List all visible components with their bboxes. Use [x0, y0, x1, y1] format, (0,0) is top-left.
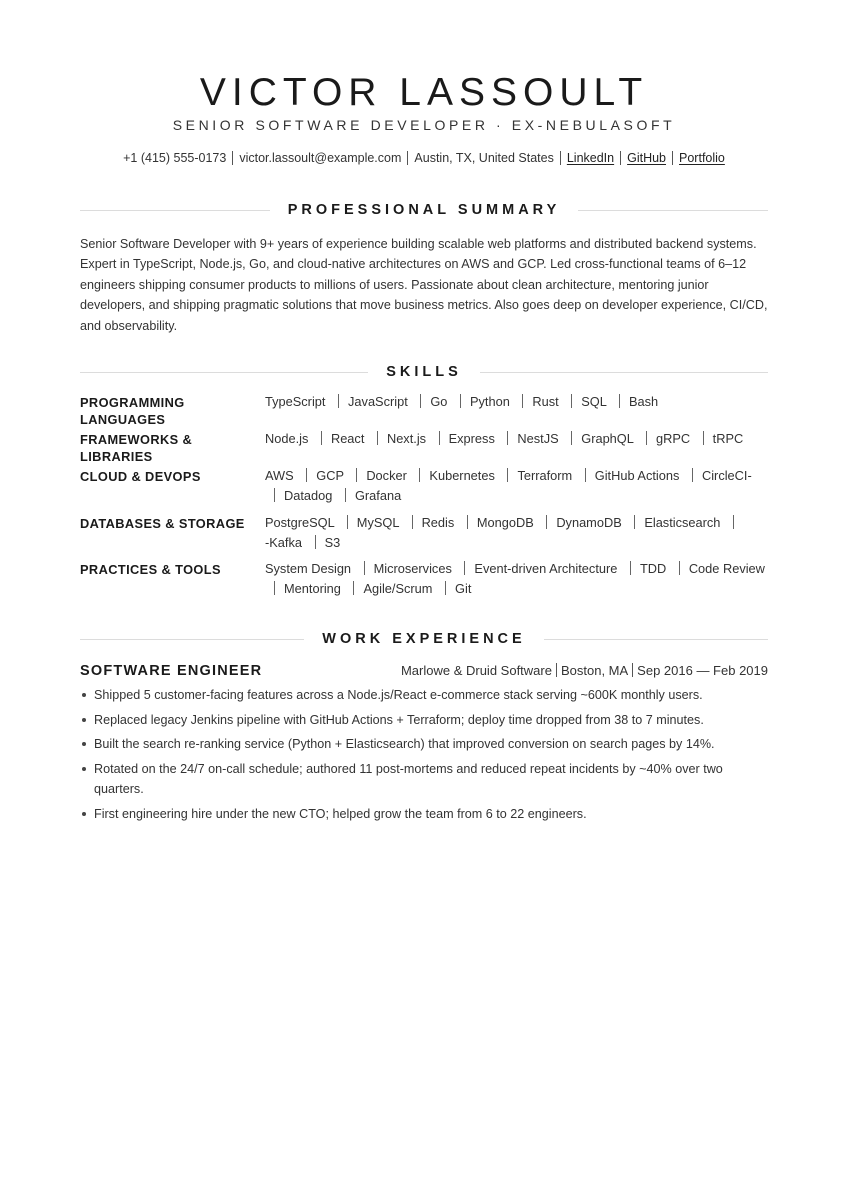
skill-item: Kubernetes [429, 468, 495, 484]
skill-item: MongoDB [476, 515, 534, 531]
skill-items [265, 466, 768, 506]
resume-page [80, 0, 768, 828]
job-bullet: Shipped 5 customer-facing features across a Node.js/React e-commerce stack serving ~600K monthly users. [80, 685, 768, 706]
contact-separator [560, 151, 561, 165]
skill-items [265, 392, 768, 412]
skill-category: PROGRAMMING LANGUAGES [80, 395, 185, 428]
job-bullet: Rotated on the 24/7 on-call schedule; authored 11 post-mortems and reduced repeat incidents by ~40% over two quarters. [80, 759, 768, 800]
skill-separator [507, 468, 508, 482]
skill-row [80, 468, 768, 506]
skill-items [265, 513, 768, 553]
skill-separator [464, 561, 465, 575]
job-title: SOFTWARE ENGINEER [80, 663, 263, 680]
skill-item: Next.js [386, 431, 427, 447]
skill-separator [630, 561, 631, 575]
skill-item: Go [430, 394, 448, 410]
contact-separator [672, 151, 673, 165]
skill-row [80, 515, 768, 553]
skill-item: Rust [532, 394, 559, 410]
skill-separator [634, 515, 635, 529]
skill-item: Node.js [265, 431, 309, 447]
job-meta [401, 663, 768, 678]
skill-separator [522, 394, 523, 408]
skill-item: Terraform [517, 468, 573, 484]
skill-item: Git [455, 581, 472, 597]
skill-item: JavaScript [348, 394, 408, 410]
skill-items [265, 429, 768, 449]
skill-item: AWS [265, 468, 294, 484]
contact-bar [80, 150, 768, 166]
skill-separator [274, 581, 275, 595]
candidate-name: VICTOR LASSOULT [199, 71, 649, 114]
skill-item: React [330, 431, 365, 447]
skill-item: DynamoDB [556, 515, 622, 531]
skill-separator [347, 515, 348, 529]
skill-separator [571, 431, 572, 445]
divider-line [578, 210, 768, 211]
skill-item: TypeScript [265, 394, 326, 410]
contact-email: victor.lassoult@example.com [239, 151, 402, 165]
experience-section-header [80, 629, 768, 649]
divider-line [80, 210, 270, 211]
divider-line [80, 639, 304, 640]
skill-separator [733, 515, 734, 529]
meta-separator [632, 663, 633, 677]
divider-line [80, 372, 368, 373]
skill-item: Datadog [284, 488, 333, 504]
skill-item: PostgreSQL [265, 515, 335, 531]
skill-separator [364, 561, 365, 575]
skills-section-header [80, 362, 768, 382]
skill-item: NestJS [517, 431, 559, 447]
job-bullet: Built the search re-ranking service (Python + Elasticsearch) that improved conversion on search pages by 14%. [80, 734, 768, 755]
contact-separator [407, 151, 408, 165]
skill-separator [692, 468, 693, 482]
skill-separator [315, 535, 316, 549]
skill-separator [646, 431, 647, 445]
skill-separator [420, 394, 421, 408]
divider-line [544, 639, 768, 640]
skill-separator [345, 488, 346, 502]
skill-category: CLOUD & DEVOPS [80, 469, 201, 485]
skill-separator [412, 515, 413, 529]
skill-separator [353, 581, 354, 595]
skill-item: GCP [316, 468, 344, 484]
job-dates: Sep 2016 — Feb 2019 [637, 663, 768, 679]
skill-separator [679, 561, 680, 575]
skill-separator [571, 394, 572, 408]
job-entry [80, 663, 768, 824]
skill-item: MySQL [356, 515, 399, 531]
skill-item: Redis [421, 515, 455, 531]
skill-item: GraphQL [581, 431, 634, 447]
skill-separator [619, 394, 620, 408]
summary-heading: PROFESSIONAL SUMMARY [287, 202, 561, 218]
skill-separator [703, 431, 704, 445]
skill-item: TDD [639, 561, 667, 577]
contact-separator [620, 151, 621, 165]
github-link[interactable]: GitHub [627, 151, 667, 165]
skill-items [265, 559, 768, 599]
skill-separator [338, 394, 339, 408]
meta-separator [556, 663, 557, 677]
skill-item: System Design [265, 561, 352, 577]
skill-row [80, 431, 768, 465]
contact-location: Austin, TX, United States [414, 151, 554, 165]
experience-heading: WORK EXPERIENCE [322, 631, 526, 648]
job-bullets [80, 685, 768, 824]
linkedin-link[interactable]: LinkedIn [566, 151, 615, 165]
job-location: Boston, MA [560, 663, 629, 679]
skill-item: gRPC [655, 431, 691, 447]
skill-separator [546, 515, 547, 529]
skill-item: Code Review [688, 561, 765, 577]
skill-item: Python [469, 394, 510, 410]
skill-category: FRAMEWORKS & LIBRARIES [80, 432, 193, 465]
skill-separator [274, 488, 275, 502]
job-bullet: Replaced legacy Jenkins pipeline with GitHub Actions + Terraform; deploy time dropped from 38 to 7 minutes. [80, 710, 768, 731]
candidate-subtitle: SENIOR SOFTWARE DEVELOPER · EX-NEBULASOFT [172, 117, 676, 133]
skill-separator [306, 468, 307, 482]
skill-item: S3 [324, 535, 341, 551]
skill-separator [507, 431, 508, 445]
contact-phone: +1 (415) 555-0173 [123, 151, 227, 165]
job-header [80, 663, 768, 679]
skill-category: DATABASES & STORAGE [80, 516, 245, 532]
summary-section-header [80, 200, 768, 220]
skill-item: Grafana [354, 488, 402, 504]
skill-category: PRACTICES & TOOLS [80, 562, 221, 578]
skill-item: Mentoring [284, 581, 341, 597]
skill-item: Elasticsearch [644, 515, 721, 531]
contact-separator [232, 151, 233, 165]
skill-item: CircleCI- [701, 468, 752, 484]
skills-table [80, 394, 768, 599]
job-bullet: First engineering hire under the new CTO; helped grow the team from 6 to 22 engineers. [80, 804, 768, 825]
skills-heading: SKILLS [386, 364, 462, 381]
skill-separator [445, 581, 446, 595]
skill-item: Agile/Scrum [363, 581, 433, 597]
job-company: Marlowe & Druid Software [400, 663, 552, 679]
skill-row [80, 394, 768, 428]
skill-separator [460, 394, 461, 408]
skill-item: GitHub Actions [594, 468, 680, 484]
skill-separator [467, 515, 468, 529]
skill-separator [439, 431, 440, 445]
skill-item: -Kafka [265, 535, 302, 551]
skill-row [80, 561, 768, 599]
portfolio-link[interactable]: Portfolio [679, 151, 725, 165]
skill-item: Docker [366, 468, 407, 484]
skill-item: Microservices [373, 561, 452, 577]
summary-text: Senior Software Developer with 9+ years of experience building scalable web platforms and distributed backend systems. Expert in TypeScript, Node.js, Go, and cloud-native architectures on AWS and GCP. Led cross-functional teams of 6–12 engineers shipping consumer products to millions of users. Passionate about clean architecture, mentoring junior developers, and shipping pragmatic solutions that move business metrics. Also goes deep on developer experience, CI/CD, and observability. [80, 237, 768, 333]
skill-item: Bash [628, 394, 659, 410]
skill-item: tRPC [712, 431, 744, 447]
skill-separator [419, 468, 420, 482]
divider-line [480, 372, 768, 373]
skill-separator [356, 468, 357, 482]
skill-item: Event-driven Architecture [474, 561, 618, 577]
skill-separator [321, 431, 322, 445]
skill-item: SQL [581, 394, 607, 410]
skill-item: Express [448, 431, 495, 447]
skill-separator [585, 468, 586, 482]
skill-separator [377, 431, 378, 445]
